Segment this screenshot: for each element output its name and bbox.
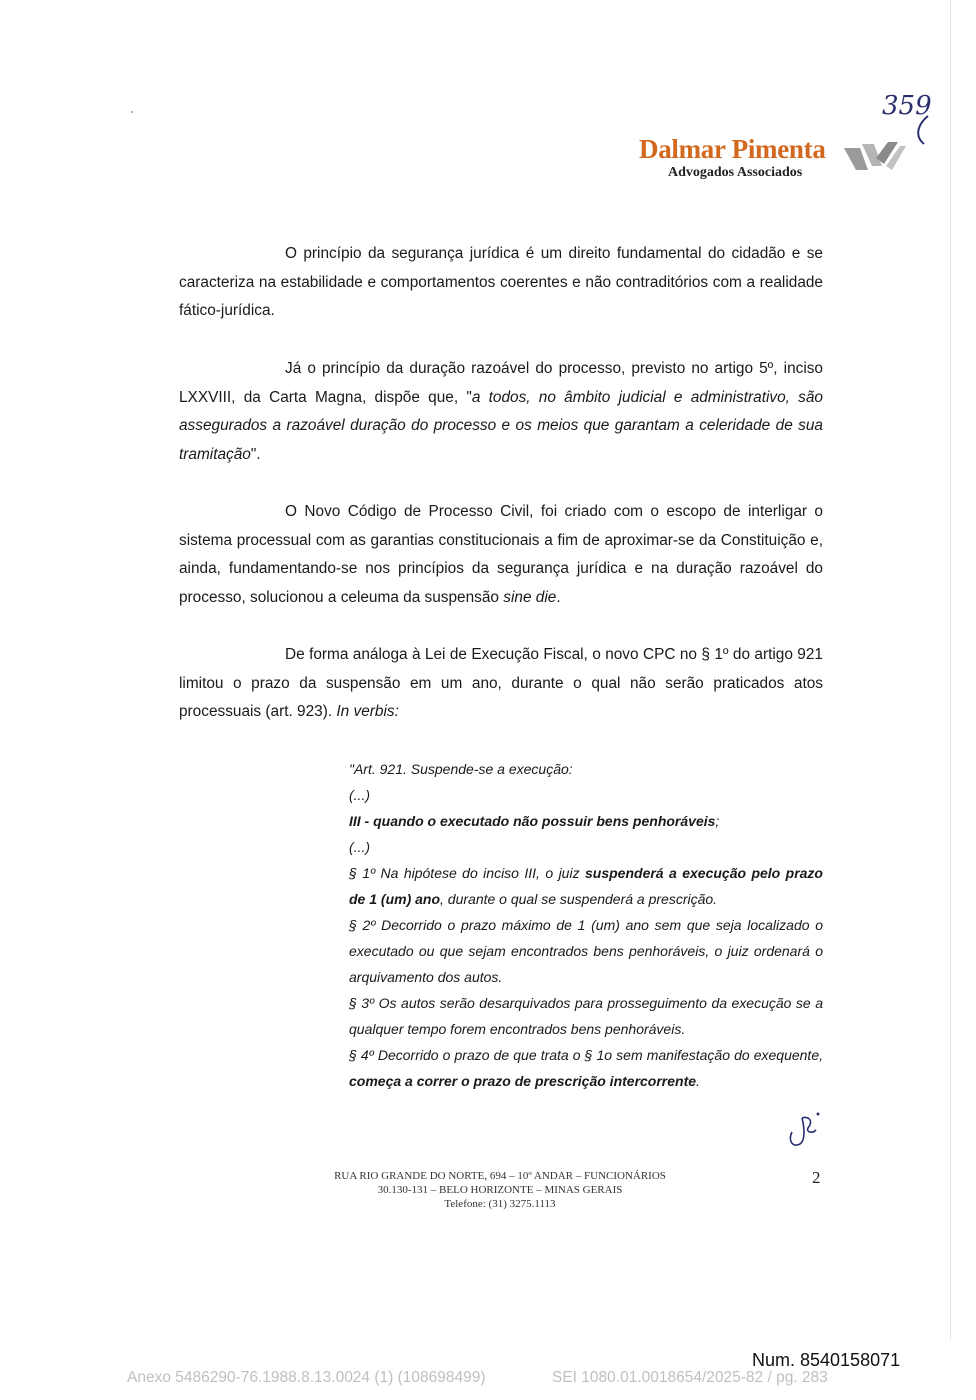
firm-logo-icon [842,136,908,185]
scan-edge-line [950,0,951,1340]
page-number: 2 [812,1168,821,1187]
handwritten-initials [786,1106,826,1155]
quote-par-3: § 3º Os autos serão desarquivados para prosseguimento da execução se a qualquer tempo forem encontrados bens penhoráveis. [349,995,823,1037]
firm-address: RUA RIO GRANDE DO NORTE, 694 – 10º ANDAR – FUNCIONÁRIOS 30.130-131 – BELO HORIZONTE – MINAS GERAIS Telefone: (31) 3275.1113 [334,1170,666,1210]
annex-reference: Anexo 5486290-76.1988.8.13.0024 (1) (108698499) [127,1369,486,1386]
constitution-quote: a todos, no âmbito judicial e administrativo, são assegurados a razoável duração do processo e os meios que garantam a celeridade de sua tramitação [179,388,823,463]
article-921-quote: "Art. 921. Suspende-se a execução: (...) III - quando o executado não possuir bens penhoráveis; (...) § 1º Na hipótese do inciso III, o juiz suspenderá a execução pelo prazo de 1 (um) ano, durante o qual se suspenderá a prescrição. § 2º Decorrido o prazo máximo de 1 (um) ano sem que seja localizado o executado ou que sejam encontrados bens penhoráveis, o juiz ordenará o arquivamento dos autos. § 3º Os autos serão desarquivados para prosseguimento da execução se a qualquer tempo forem encontrados bens penhoráveis. § 4º Decorrido o prazo de que trata o § 1o sem manifestação do exequente, começa a correr o prazo de prescrição intercorrente. [349,756,823,1094]
firm-name: Dalmar Pimenta [639,134,826,164]
document-number: Num. 8540158071 [752,1350,901,1370]
svg-text:359: 359 [882,91,932,121]
quote-par-4: § 4º Decorrido o prazo de que trata o § 1o sem manifestação do exequente, começa a correr o prazo de prescrição intercorrente. [349,1047,823,1089]
quote-par-1: § 1º Na hipótese do inciso III, o juiz suspenderá a execução pelo prazo de 1 (um) ano, durante o qual se suspenderá a prescrição. [349,865,823,907]
paragraph-2: Já o princípio da duração razoável do processo, previsto no artigo 5º, inciso LXXVIII, da Carta Magna, dispõe que, "a todos, no âmbito judicial e administrativo, são assegurados a razoável duração do processo e os meios que garantam a celeridade de sua tramitação". [179,360,823,463]
paragraph-4: De forma análoga à Lei de Execução Fiscal, o novo CPC no § 1º do artigo 921 limitou o prazo da suspensão em um ano, durante o qual não serão praticados atos processuais (art. 923). In verbis: [179,646,823,721]
paragraph-3: O Novo Código de Processo Civil, foi criado com o escopo de interligar o sistema processual com as garantias constitucionais a fim de aproximar-se da Constituição e, ainda, fundamentando-se nos princípios da segurança jurídica e na duração razoável do processo, solucionou a celeuma da suspensão sine die. [179,503,823,606]
sei-reference: SEI 1080.01.0018654/2025-82 / pg. 283 [552,1369,828,1386]
quote-inciso-3: III - quando o executado não possuir bens penhoráveis [349,813,716,829]
scan-speck [131,111,133,113]
firm-subtitle: Advogados Associados [668,165,803,180]
paragraph-1: O princípio da segurança jurídica é um direito fundamental do cidadão e se caracteriza na estabilidade e comportamentos coerentes e não contraditórios com a realidade fático-jurídica. [179,245,823,320]
quote-art-heading: "Art. 921. Suspende-se a execução: [349,761,573,777]
quote-par-2: § 2º Decorrido o prazo máximo de 1 (um) ano sem que seja localizado o executado ou que sejam encontrados bens penhoráveis, o juiz ordenará o arquivamento dos autos. [349,917,823,985]
